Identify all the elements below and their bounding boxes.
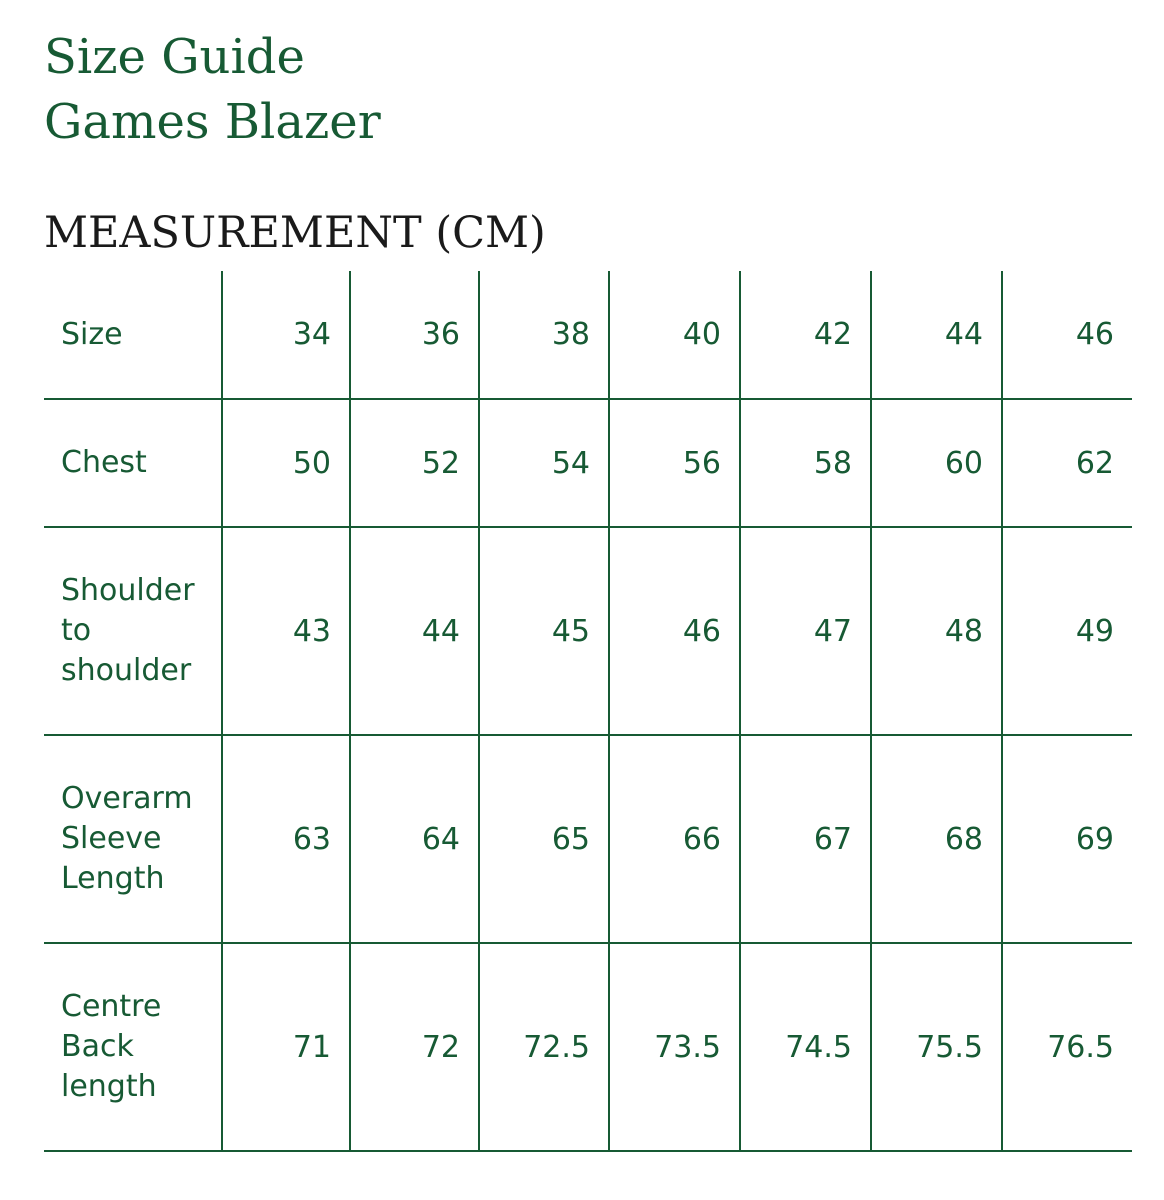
table-cell: 72 bbox=[421, 1029, 460, 1065]
measurement-heading: MEASUREMENT (CM) bbox=[44, 208, 546, 258]
table-cell: 45 bbox=[551, 613, 590, 649]
row-label: Size bbox=[61, 316, 123, 352]
table-cell: 76.5 bbox=[1047, 1029, 1114, 1065]
table-cell: 56 bbox=[682, 445, 721, 481]
table-cell: 74.5 bbox=[785, 1029, 852, 1065]
table-cell: 67 bbox=[813, 821, 852, 857]
table-cell: 72.5 bbox=[523, 1029, 590, 1065]
table-cell: 52 bbox=[421, 445, 460, 481]
table-cell: 44 bbox=[944, 317, 983, 352]
table-cell: 73.5 bbox=[654, 1029, 721, 1065]
table-cell: 68 bbox=[944, 821, 983, 857]
table-cell: 64 bbox=[421, 821, 460, 857]
table-cell: 69 bbox=[1075, 821, 1114, 857]
table-cell: 54 bbox=[551, 445, 590, 481]
table-cell: 71 bbox=[292, 1029, 331, 1065]
page-title: Size Guide bbox=[44, 29, 305, 85]
table-cell: 34 bbox=[292, 317, 331, 352]
row-label: Shoulder to shoulder bbox=[61, 573, 195, 688]
table-cell: 47 bbox=[813, 613, 852, 649]
table-cell: 50 bbox=[292, 445, 331, 481]
row-label: Overarm Sleeve Length bbox=[61, 781, 193, 896]
table-cell: 60 bbox=[944, 445, 983, 481]
row-label: Centre Back length bbox=[61, 989, 162, 1104]
table-cell: 38 bbox=[551, 317, 590, 352]
table-cell: 46 bbox=[1075, 317, 1114, 352]
table-cell: 43 bbox=[292, 613, 331, 649]
product-name: Games Blazer bbox=[44, 94, 381, 150]
table-cell: 49 bbox=[1075, 613, 1114, 649]
table-cell: 44 bbox=[421, 613, 460, 649]
table-cell: 46 bbox=[682, 613, 721, 649]
row-divider bbox=[44, 1150, 1132, 1152]
row-label: Chest bbox=[61, 445, 147, 480]
table-cell: 48 bbox=[944, 613, 983, 649]
table-cell: 65 bbox=[551, 821, 590, 857]
table-cell: 36 bbox=[421, 317, 460, 352]
table-cell: 75.5 bbox=[916, 1029, 983, 1065]
table-cell: 42 bbox=[813, 317, 852, 352]
table-cell: 63 bbox=[292, 821, 331, 857]
table-cell: 58 bbox=[813, 445, 852, 481]
table-cell: 62 bbox=[1075, 445, 1114, 481]
table-cell: 66 bbox=[682, 821, 721, 857]
table-cell: 40 bbox=[682, 317, 721, 352]
